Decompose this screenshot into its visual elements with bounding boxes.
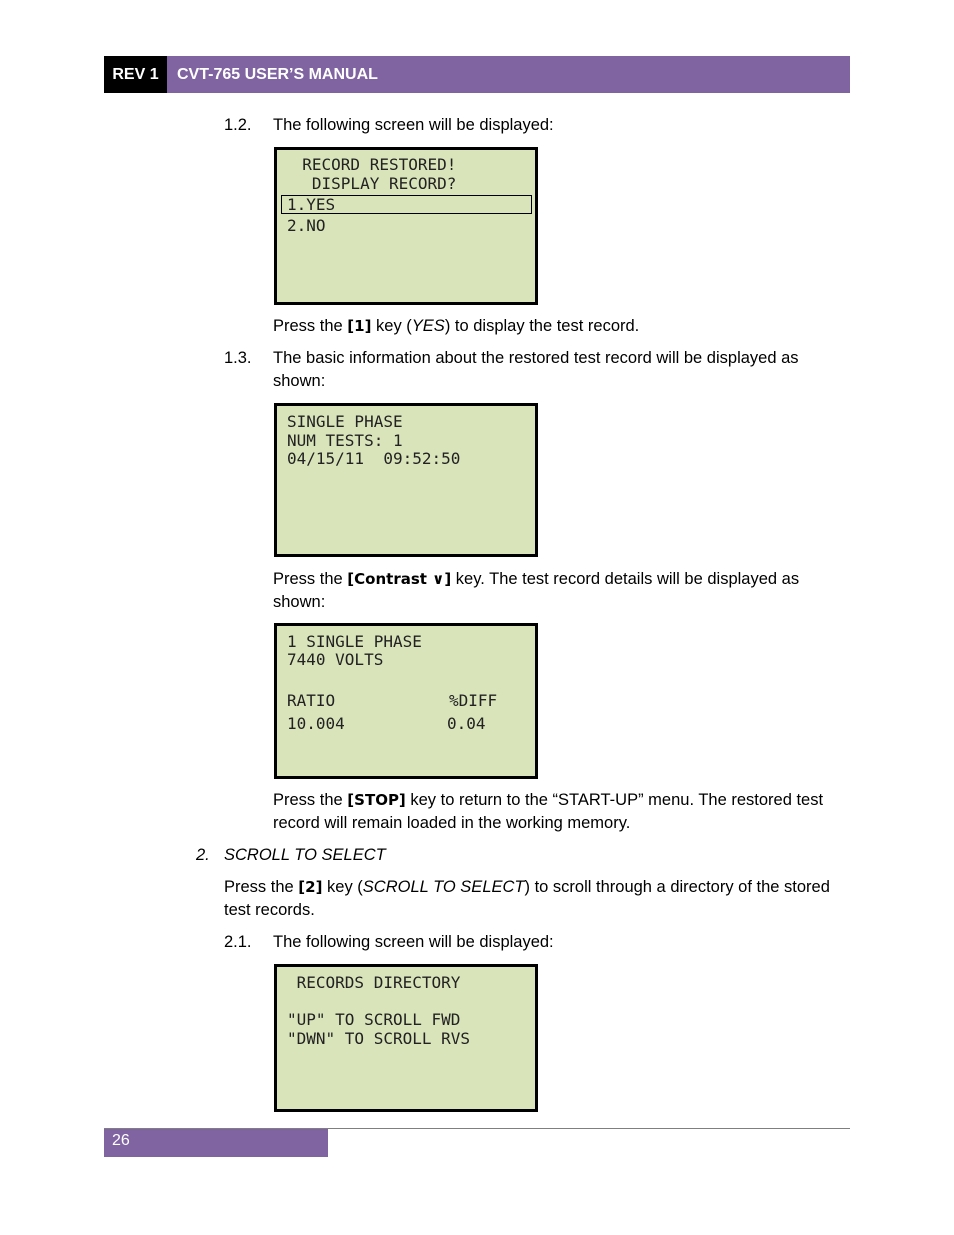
lcd-line: "UP" TO SCROLL FWD [287, 1010, 461, 1029]
lcd-option-no: 2.NO [287, 216, 326, 235]
lcd-line: NUM TESTS: 1 [287, 431, 403, 450]
lcd-line: 7440 VOLTS [287, 650, 384, 669]
step-number: 1.3. [224, 349, 252, 367]
lcd-screen-records-directory [274, 964, 538, 1112]
step-text: The following screen will be displayed: [273, 933, 554, 951]
key-1: [1] [347, 317, 372, 335]
lcd-line: 04/15/11 09:52:50 [287, 449, 461, 468]
lcd-line: RECORD RESTORED! [283, 155, 457, 174]
lcd-value-ratio: 10.004 [287, 714, 345, 733]
lcd-label-diff: %DIFF [449, 691, 498, 710]
step-text: The basic information about the restored test record will be displayed as shown: [273, 349, 799, 390]
instruction-press-2: Press the [2] key (SCROLL TO SELECT) to scroll through a directory of the stored test records. [224, 878, 830, 919]
instruction-press-1: Press the [1] key (YES) to display the test record. [273, 317, 640, 335]
lcd-screen-record-info [274, 403, 538, 557]
lcd-label-ratio: RATIO [287, 691, 336, 710]
step-number: 1.2. [224, 116, 252, 134]
key-2: [2] [298, 878, 323, 896]
section-title: SCROLL TO SELECT [224, 846, 386, 864]
key-stop: [STOP] [347, 791, 406, 809]
key-contrast: [Contrast ∨] [347, 570, 452, 588]
lcd-screen-record-restored [274, 147, 538, 305]
lcd-line: SINGLE PHASE [287, 412, 403, 431]
lcd-line: DISPLAY RECORD? [283, 174, 457, 193]
lcd-line: 1 SINGLE PHASE [287, 632, 422, 651]
section-number: 2. [196, 846, 210, 864]
lcd-screen-record-details [274, 623, 538, 779]
instruction-press-contrast: Press the [Contrast ∨] key. The test record details will be displayed as shown: [273, 570, 800, 611]
step-number: 2.1. [224, 933, 252, 951]
lcd-option-yes: 1.YES [287, 195, 336, 214]
manual-title: CVT-765 USER’S MANUAL [177, 66, 378, 83]
revision-label: REV 1 [104, 56, 167, 93]
page-number: 26 [104, 1129, 328, 1157]
lcd-value-diff: 0.04 [447, 714, 486, 733]
instruction-press-stop: Press the [STOP] key to return to the “START-UP” menu. The restored test record will remain loaded in the working memory. [273, 791, 824, 832]
lcd-line: RECORDS DIRECTORY [287, 973, 461, 992]
step-text: The following screen will be displayed: [273, 116, 554, 134]
lcd-line: "DWN" TO SCROLL RVS [287, 1029, 471, 1048]
